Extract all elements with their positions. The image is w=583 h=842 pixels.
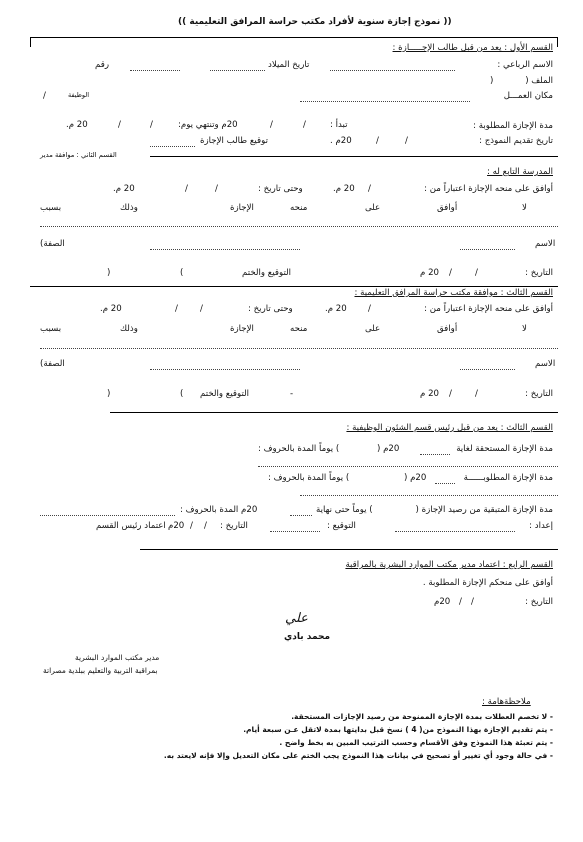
req-days: ) يوماً المدة بالحروف : xyxy=(268,473,350,483)
s2-title-label: الصفة) xyxy=(40,239,65,249)
slash: / xyxy=(185,184,188,194)
applicant-signature-field[interactable] xyxy=(150,146,195,147)
due-words-field[interactable] xyxy=(258,466,558,467)
s3a-name-field[interactable] xyxy=(460,369,515,370)
s3a-option-grant: منحه xyxy=(290,324,308,334)
slash: / xyxy=(449,268,452,278)
slash: / xyxy=(215,184,218,194)
slash: / xyxy=(118,120,121,130)
s3a-title-label: الصفة) xyxy=(40,359,65,369)
section2-rule xyxy=(150,156,558,157)
s2-until-label: وحتى تاريخ : xyxy=(258,184,303,194)
file-close: ) xyxy=(490,76,494,86)
section4-rule xyxy=(140,549,558,550)
signer-name: محمد بادي xyxy=(284,632,331,642)
note-item: - في حالة وجود أي تغيير أو تصحيح في بيانات هذا النموذج يجب الختم على مكان التعديل وإلا فإنه لايعتد به. xyxy=(163,751,553,760)
note-item: - يتم تعبئة هذا النموذج وفق الأقسام وحسب الترتيب المبين به بخط واضح . xyxy=(279,738,553,747)
s2-from-year: 20 م. xyxy=(333,184,355,194)
right-corner xyxy=(557,37,558,47)
slash: / xyxy=(303,120,306,130)
s2-until-year: 20 م. xyxy=(113,184,135,194)
period-label: مدة الإجازة المطلوبة : xyxy=(473,121,553,131)
submit-year: 20م . xyxy=(330,136,352,146)
section1-heading: القسم الأول : يعد من قبل طالب الإجـــــازة : xyxy=(392,43,553,53)
full-name-field[interactable] xyxy=(330,70,455,71)
slash: / xyxy=(190,521,193,531)
full-name-label: الاسم الرباعي : xyxy=(497,60,553,70)
s4-date-label: التاريخ : xyxy=(525,597,553,607)
s3a-option-on: على xyxy=(365,324,381,334)
slash: / xyxy=(368,184,371,194)
due-days: ) يوماً المدة بالحروف : xyxy=(258,444,340,454)
s3a-date-label: التاريخ : xyxy=(525,389,553,399)
form-title: (( نموذج إجازة سنوية لأفراد مكتب حراسة المرافق التعليمية )) xyxy=(178,17,452,27)
req-words-field[interactable] xyxy=(300,495,558,496)
section3b-rule xyxy=(110,412,558,413)
s2-option-leave: الإجازة xyxy=(230,203,254,213)
slash: / xyxy=(405,136,408,146)
number-label: رقم xyxy=(95,60,109,70)
s2-option-reason: بسبب xyxy=(40,203,62,213)
job-label: الوظيفة xyxy=(68,91,90,99)
s3a-dash: - xyxy=(290,389,294,399)
s2-option-that: وذلك xyxy=(120,203,138,213)
submit-date-label: تاريخ تقديم النموذج : xyxy=(479,136,553,146)
slash: / xyxy=(204,521,207,531)
period-end-label: 20م وتنتهي يوم: xyxy=(178,120,238,130)
s2-sig-label: التوقيع والختم xyxy=(242,268,292,278)
slash: / xyxy=(368,304,371,314)
prep-field[interactable] xyxy=(395,531,515,532)
top-rule xyxy=(30,37,558,38)
file-label: الملف ( xyxy=(525,76,553,86)
s3a-option-no[interactable]: لا xyxy=(522,324,527,334)
sign-field[interactable] xyxy=(270,531,320,532)
s3a-until-label: وحتى تاريخ : xyxy=(248,304,293,314)
s3a-option-leave: الإجازة xyxy=(230,324,254,334)
s3a-option-reason: بسبب xyxy=(40,324,62,334)
s2-sig-open: ( xyxy=(180,268,184,278)
req-label: مدة الإجازة المطلوبــــــة xyxy=(463,473,553,483)
section3b-heading: القسم الثالث : يعد من قبل رئيس قسم الشئون الوظيفية : xyxy=(346,423,553,433)
notes-heading: ملاحظةهامة : xyxy=(482,697,531,707)
s3a-until-year: 20 م. xyxy=(100,304,122,314)
due-label: مدة الإجازة المستحقة لغاية xyxy=(456,444,553,454)
s3b-date-label: التاريخ : xyxy=(220,521,248,531)
dob-label: تاريخ الميلاد xyxy=(268,60,310,70)
approve-head-label: اعتماد رئيس القسم xyxy=(96,521,166,531)
prep-label: إعداد : xyxy=(529,521,553,531)
dob-field[interactable] xyxy=(210,70,265,71)
s2-option-approve[interactable]: أوافق xyxy=(437,203,458,213)
s4-date-year: 20م xyxy=(434,597,451,607)
s3a-title-field[interactable] xyxy=(150,369,300,370)
s2-option-grant: منحه xyxy=(290,203,308,213)
school-label: المدرسة التابع له : xyxy=(487,167,553,177)
s2-option-no[interactable]: لا xyxy=(522,203,527,213)
number-field[interactable] xyxy=(130,70,180,71)
section4-heading: القسم الرابع : اعتماد مدير مكتب الموارد البشرية بالمراقبة xyxy=(345,560,553,570)
s3a-sig-label: التوقيع والختم xyxy=(200,389,250,399)
slash: / xyxy=(475,389,478,399)
period-year: 20 م. xyxy=(66,120,88,130)
workplace-field[interactable] xyxy=(300,101,470,102)
slash: / xyxy=(475,268,478,278)
s2-name-field[interactable] xyxy=(460,249,515,250)
slash: / xyxy=(471,597,474,607)
slash: / xyxy=(459,597,462,607)
rem-mid: ) يوماً حتى نهاية xyxy=(316,505,373,515)
rem-label: مدة الإجازة المتبقية من رصيد الإجازة ( xyxy=(415,505,553,515)
signature-mark: علي xyxy=(285,611,308,626)
due-date-field[interactable] xyxy=(420,454,450,455)
s3a-sig-close: ) xyxy=(107,389,111,399)
rem-year: 20م المدة بالحروف : xyxy=(180,505,258,515)
section2-heading: القسم الثاني : موافقة مدير xyxy=(40,151,117,159)
slash: / xyxy=(200,304,203,314)
s2-sig-close: ) xyxy=(107,268,111,278)
office-title: مدير مكتب الموارد البشرية xyxy=(75,653,160,662)
s3a-option-that: وذلك xyxy=(120,324,138,334)
s3b-date-year: 20م xyxy=(168,521,185,531)
office-place: بمراقبة التربية والتعليم ببلدية مصراتة xyxy=(43,666,158,675)
s2-option-on: على xyxy=(365,203,381,213)
slash: / xyxy=(376,136,379,146)
period-start-label: تبدأ : xyxy=(330,120,348,130)
s2-date-year: 20 م xyxy=(420,268,439,278)
rem-date-field[interactable] xyxy=(290,515,312,516)
s3a-option-approve[interactable]: أوافق xyxy=(437,324,458,334)
s2-approve-label: أوافق على منحه الإجازة اعتباراً من : xyxy=(424,184,553,194)
s4-approve-text: أوافق على منحكم الإجازة المطلوبة . xyxy=(422,578,553,588)
s3a-sig-open: ( xyxy=(180,389,184,399)
sign-label: التوقيع : xyxy=(327,521,356,531)
note-item: - يتم تقديم الإجازة بهذا النموذج من( 4 ) نسخ قبل بدايتها بمدة لاتقل عـن سبعة أيام. xyxy=(243,725,553,734)
s2-date-label: التاريخ : xyxy=(525,268,553,278)
req-date-field[interactable] xyxy=(435,483,455,484)
job-slash: / xyxy=(43,91,46,101)
s2-title-field[interactable] xyxy=(150,249,300,250)
note-item: - لا تخصم العطلات بمدة الإجازة الممنوحة من رصيد الإجازات المستحقة. xyxy=(291,712,553,721)
applicant-signature-label: توقيع طالب الإجازة xyxy=(200,136,268,146)
s3a-approve-label: أوافق على منحه الإجازة اعتباراً من : xyxy=(424,304,553,314)
req-year: 20م ( xyxy=(404,473,427,483)
slash: / xyxy=(270,120,273,130)
left-corner xyxy=(30,37,31,47)
slash: / xyxy=(150,120,153,130)
section3a-heading: القسم الثالث : موافقة مكتب حراسة المرافق التعليمية : xyxy=(354,288,553,298)
s2-reason-field[interactable] xyxy=(40,226,558,227)
section3a-rule xyxy=(30,286,558,287)
s2-name-label: الاسم xyxy=(535,239,556,249)
rem-words-field[interactable] xyxy=(40,515,175,516)
s3a-from-year: 20 م. xyxy=(325,304,347,314)
s3a-name-label: الاسم xyxy=(535,359,556,369)
due-year: 20م ( xyxy=(377,444,400,454)
slash: / xyxy=(449,389,452,399)
workplace-label: مكان العمـــل xyxy=(503,91,553,101)
s3a-reason-field[interactable] xyxy=(40,348,558,349)
s3a-date-year: 20 م xyxy=(420,389,439,399)
slash: / xyxy=(175,304,178,314)
